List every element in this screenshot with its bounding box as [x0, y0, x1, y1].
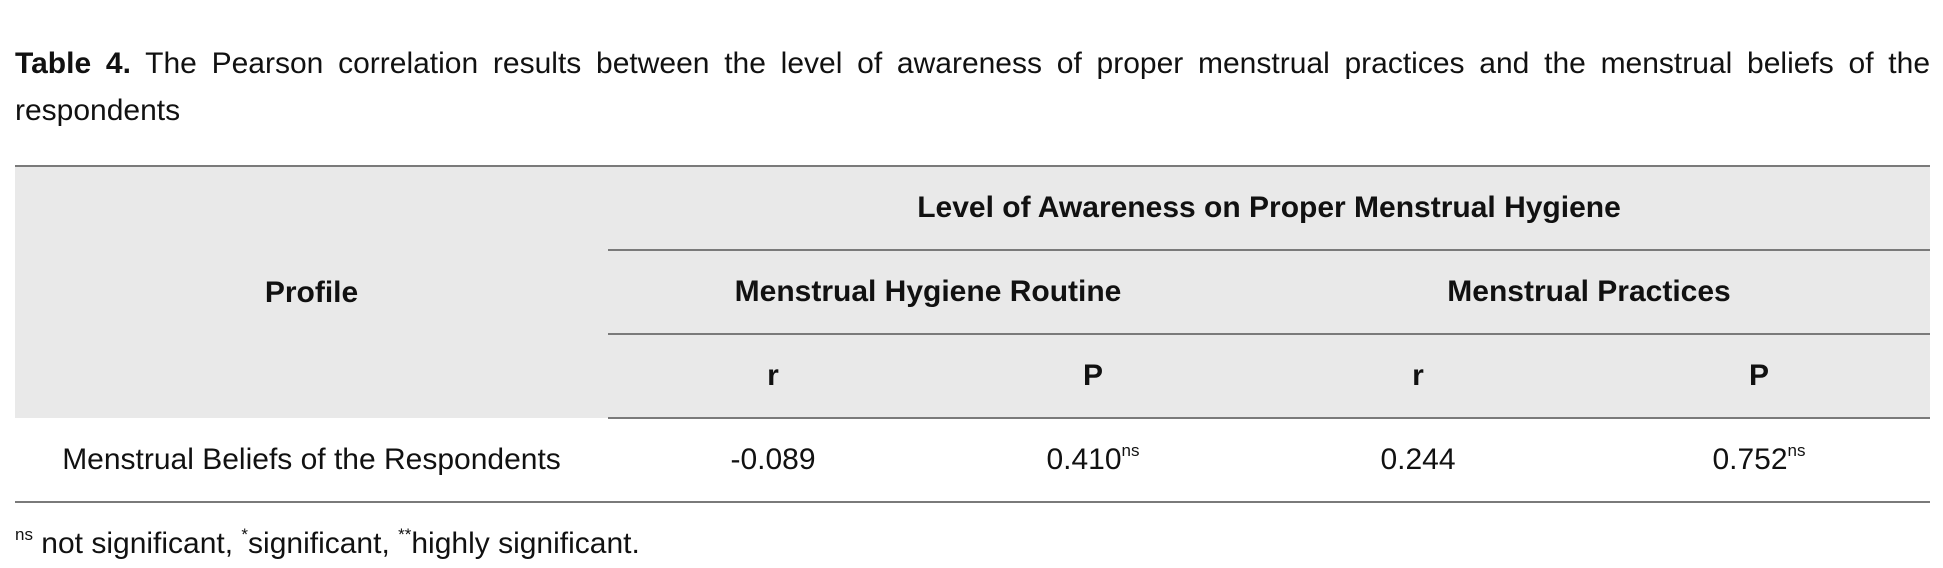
routine-p-value: 0.410: [1046, 443, 1122, 476]
stat-header-practices-p: P: [1588, 334, 1930, 418]
footnote-ns-mark: ns: [15, 525, 33, 544]
table-footnote: [15, 524, 640, 568]
practices-p-value: 0.752: [1712, 443, 1788, 476]
stat-header-routine-p: P: [938, 334, 1248, 418]
footnote-high-mark: **: [398, 525, 412, 544]
routine-r-value: -0.089: [608, 418, 938, 502]
footnote-ns-text: not significant,: [32, 527, 242, 560]
routine-p-significance: ns: [1121, 441, 1140, 460]
row-label: Menstrual Beliefs of the Respondents: [15, 418, 608, 502]
stat-header-practices-r: r: [1248, 334, 1588, 418]
profile-header: Profile: [15, 166, 608, 418]
table-caption-text: The Pearson correlation results between the level of awareness of proper menstrual practices and the menstrual beliefs of the respondents: [15, 47, 1931, 127]
footnote-high-text: highly significant.: [411, 527, 640, 560]
stat-header-routine-r: r: [608, 334, 938, 418]
footnote-sig-mark: *: [241, 525, 249, 544]
practices-r-value: 0.244: [1248, 418, 1588, 502]
subgroup-header-routine: Menstrual Hygiene Routine: [608, 250, 1248, 334]
correlation-table: [15, 165, 1930, 503]
practices-p-significance: ns: [1787, 441, 1806, 460]
subgroup-header-practices: Menstrual Practices: [1248, 250, 1930, 334]
routine-p-cell: [938, 418, 1248, 502]
table-row: [15, 418, 1930, 502]
footnote-sig-text: significant,: [248, 527, 399, 560]
table-caption: [15, 40, 1930, 134]
header-row-group: [15, 166, 1930, 250]
table-caption-label: Table 4.: [15, 47, 131, 80]
practices-p-cell: [1588, 418, 1930, 502]
awareness-group-header: Level of Awareness on Proper Menstrual Hygiene: [608, 166, 1930, 250]
